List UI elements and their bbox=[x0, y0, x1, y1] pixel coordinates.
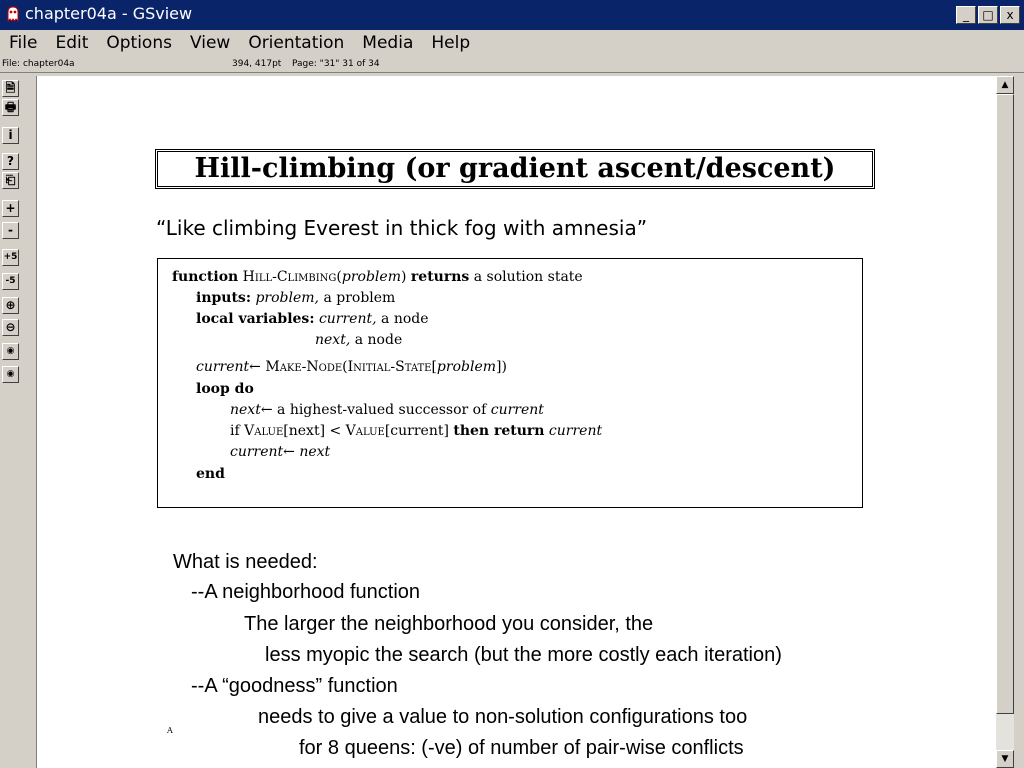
algo-function-name: Value bbox=[244, 423, 284, 439]
scroll-down-button[interactable]: ▼ bbox=[996, 750, 1014, 768]
menu-edit[interactable]: Edit bbox=[55, 33, 89, 53]
algo-var: next bbox=[230, 402, 261, 418]
algo-text: a node bbox=[381, 311, 429, 327]
print-icon[interactable]: 🖶 bbox=[2, 99, 19, 116]
status-page: Page: "31" 31 of 34 bbox=[292, 59, 380, 69]
scroll-up-button[interactable]: ▲ bbox=[996, 76, 1014, 94]
algo-text: a highest-valued successor of bbox=[277, 402, 487, 418]
algo-text: [next] bbox=[283, 423, 326, 439]
find-icon[interactable]: ◉ bbox=[2, 343, 19, 360]
status-file: File: chapter04a bbox=[2, 59, 75, 69]
algo-var: current bbox=[196, 359, 250, 375]
algo-text: [current] bbox=[384, 423, 449, 439]
page-mark: A bbox=[167, 726, 173, 735]
document-frame bbox=[22, 76, 1024, 768]
status-coords: 394, 417pt bbox=[232, 59, 282, 69]
slide-title: Hill-climbing (or gradient ascent/descent) bbox=[155, 149, 875, 189]
back-5-icon[interactable]: -5 bbox=[2, 273, 19, 290]
note-line: The larger the neighborhood you consider, the bbox=[244, 613, 654, 635]
algo-line-5 bbox=[196, 357, 507, 377]
algo-function-name: Hill-Climbing( bbox=[242, 269, 342, 285]
title-bar[interactable] bbox=[0, 0, 1024, 30]
document-page[interactable] bbox=[36, 76, 997, 768]
algo-line-7 bbox=[230, 400, 544, 420]
algo-text: a node bbox=[354, 332, 403, 348]
gsview-ghost-icon[interactable] bbox=[5, 6, 21, 22]
algorithm-box bbox=[157, 258, 863, 508]
minimize-button[interactable]: _ bbox=[956, 6, 976, 24]
menu-file[interactable]: File bbox=[9, 33, 38, 53]
note-line: needs to give a value to non-solution configurations too bbox=[258, 706, 748, 728]
algo-line-9 bbox=[230, 442, 330, 462]
menu-options[interactable]: Options bbox=[106, 33, 172, 53]
note-line: --A “goodness” function bbox=[191, 675, 398, 697]
algo-keyword: end bbox=[196, 466, 225, 482]
slide-subtitle: “Like climbing Everest in thick fog with amnesia” bbox=[156, 216, 648, 240]
algo-keyword: function bbox=[172, 269, 239, 285]
algo-keyword: loop do bbox=[196, 381, 254, 397]
algo-operator: < bbox=[329, 423, 342, 439]
menu-media[interactable]: Media bbox=[362, 33, 414, 53]
info-icon[interactable]: i bbox=[2, 127, 19, 144]
help-icon[interactable]: ? bbox=[2, 153, 19, 170]
find-next-icon[interactable]: ◉ bbox=[2, 366, 19, 383]
window-right-edge bbox=[1014, 76, 1024, 768]
close-button[interactable]: x bbox=[1000, 6, 1020, 24]
algo-line-8 bbox=[230, 421, 602, 441]
menu-view[interactable]: View bbox=[189, 33, 231, 53]
algo-line-1 bbox=[172, 267, 583, 287]
algo-paren: ) bbox=[400, 269, 407, 285]
algo-line-10 bbox=[196, 464, 225, 484]
algo-arrow: ← bbox=[249, 359, 261, 375]
menu-bar bbox=[0, 30, 1024, 57]
algo-arg: next bbox=[299, 444, 331, 460]
window-title: chapter04a - GSview bbox=[25, 4, 193, 23]
algo-text: a problem bbox=[323, 290, 396, 306]
algo-arg: problem bbox=[436, 359, 497, 375]
algo-arg: current bbox=[548, 423, 603, 439]
algo-arrow: ← bbox=[260, 402, 273, 418]
note-line: less myopic the search (but the more costly each iteration) bbox=[265, 644, 782, 666]
algo-text: if bbox=[230, 423, 240, 439]
zoom-out-icon[interactable]: ⊖ bbox=[2, 319, 19, 336]
algo-keyword: returns bbox=[410, 269, 470, 285]
open-file-icon[interactable]: 🗎 bbox=[2, 80, 19, 97]
menu-orientation[interactable]: Orientation bbox=[248, 33, 345, 53]
algo-arg: current, bbox=[318, 311, 377, 327]
algo-line-6 bbox=[196, 379, 254, 399]
algo-function-name: Make-Node( bbox=[265, 359, 348, 375]
algo-line-2 bbox=[196, 288, 395, 308]
algo-function-name: Value bbox=[345, 423, 385, 439]
window-controls bbox=[956, 6, 1020, 24]
next-page-icon[interactable]: + bbox=[2, 200, 19, 217]
vertical-scrollbar[interactable] bbox=[996, 76, 1014, 768]
forward-5-icon[interactable]: +5 bbox=[2, 249, 19, 266]
algo-keyword: then return bbox=[453, 423, 545, 439]
algo-arg: problem, bbox=[255, 290, 319, 306]
algo-line-4 bbox=[315, 330, 402, 350]
algo-arg: current bbox=[490, 402, 544, 418]
note-line: --A neighborhood function bbox=[191, 581, 421, 603]
goto-page-icon[interactable]: ⎗ bbox=[2, 172, 19, 189]
scroll-thumb[interactable] bbox=[996, 94, 1014, 714]
algo-arg: problem bbox=[341, 269, 401, 285]
menu-help[interactable]: Help bbox=[431, 33, 471, 53]
zoom-in-icon[interactable]: ⊕ bbox=[2, 297, 19, 314]
algo-text: a solution state bbox=[473, 269, 583, 285]
note-line: What is needed: bbox=[173, 551, 318, 573]
algo-arrow: ← bbox=[283, 444, 295, 460]
side-toolbar bbox=[0, 76, 22, 768]
prev-page-icon[interactable]: - bbox=[2, 222, 19, 239]
maximize-button[interactable]: □ bbox=[978, 6, 998, 24]
algo-paren: ]) bbox=[496, 359, 507, 375]
algo-keyword: inputs: bbox=[196, 290, 251, 306]
status-line bbox=[0, 58, 1024, 73]
algo-function-name: Initial-State[ bbox=[347, 359, 437, 375]
algo-arg: next, bbox=[315, 332, 351, 348]
algo-var: current bbox=[230, 444, 284, 460]
note-line: for 8 queens: (-ve) of number of pair-wise conflicts bbox=[299, 737, 744, 759]
algo-keyword: local variables: bbox=[196, 311, 315, 327]
algo-line-3 bbox=[196, 309, 429, 329]
